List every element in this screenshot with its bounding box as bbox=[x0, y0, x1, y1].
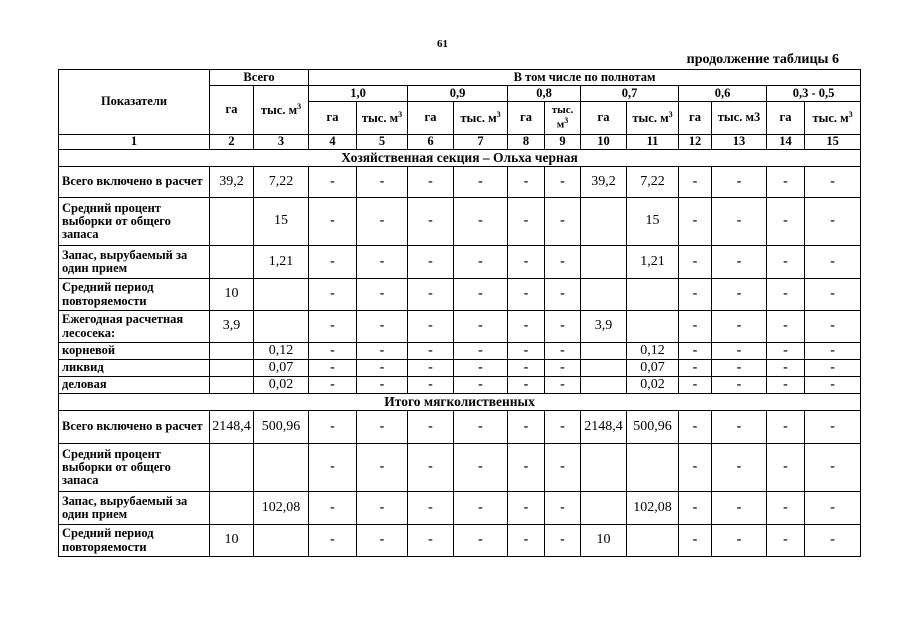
column-number: 1 bbox=[59, 135, 210, 150]
empty-dash-cell: - bbox=[805, 198, 861, 246]
column-number: 11 bbox=[627, 135, 679, 150]
row-label: Запас, вырубаемый за один прием bbox=[59, 492, 210, 525]
value-cell: 0,02 bbox=[627, 377, 679, 394]
empty-dash-cell: - bbox=[357, 444, 408, 492]
header-thous: тыс. $м^3$ bbox=[454, 102, 508, 135]
empty-dash-cell: - bbox=[767, 492, 805, 525]
value-cell bbox=[581, 492, 627, 525]
value-cell: 2148,4 bbox=[581, 411, 627, 444]
section-title: Хозяйственная секция – Ольха черная bbox=[59, 150, 861, 167]
value-cell bbox=[254, 279, 309, 311]
empty-dash-cell: - bbox=[767, 246, 805, 279]
table-row bbox=[59, 246, 861, 279]
empty-dash-cell: - bbox=[309, 444, 357, 492]
empty-dash-cell: - bbox=[545, 492, 581, 525]
header-density-4: 0,7 bbox=[581, 86, 679, 102]
header-ha: га bbox=[581, 102, 627, 135]
empty-dash-cell: - bbox=[712, 246, 767, 279]
data-table bbox=[58, 69, 861, 557]
column-number: 2 bbox=[210, 135, 254, 150]
empty-dash-cell: - bbox=[712, 198, 767, 246]
empty-dash-cell: - bbox=[679, 492, 712, 525]
empty-dash-cell: - bbox=[454, 492, 508, 525]
value-cell bbox=[210, 343, 254, 360]
empty-dash-cell: - bbox=[357, 411, 408, 444]
page-number: 61 bbox=[437, 38, 448, 50]
column-number: 9 bbox=[545, 135, 581, 150]
empty-dash-cell: - bbox=[712, 444, 767, 492]
value-cell: 500,96 bbox=[627, 411, 679, 444]
empty-dash-cell: - bbox=[357, 492, 408, 525]
empty-dash-cell: - bbox=[545, 444, 581, 492]
empty-dash-cell: - bbox=[357, 525, 408, 557]
empty-dash-cell: - bbox=[408, 377, 454, 394]
empty-dash-cell: - bbox=[508, 411, 545, 444]
value-cell bbox=[627, 444, 679, 492]
table-row bbox=[59, 525, 861, 557]
empty-dash-cell: - bbox=[545, 360, 581, 377]
empty-dash-cell: - bbox=[454, 198, 508, 246]
empty-dash-cell: - bbox=[357, 311, 408, 343]
row-label: Всего включено в расчет bbox=[59, 411, 210, 444]
empty-dash-cell: - bbox=[545, 411, 581, 444]
empty-dash-cell: - bbox=[767, 167, 805, 198]
value-cell bbox=[210, 360, 254, 377]
table-row bbox=[59, 377, 861, 394]
header-ha: га bbox=[767, 102, 805, 135]
row-label: корневой bbox=[59, 343, 210, 360]
value-cell: 0,12 bbox=[627, 343, 679, 360]
value-cell: 102,08 bbox=[254, 492, 309, 525]
column-number: 7 bbox=[454, 135, 508, 150]
empty-dash-cell: - bbox=[805, 377, 861, 394]
row-label: Средний период повторяемости bbox=[59, 279, 210, 311]
column-number: 13 bbox=[712, 135, 767, 150]
value-cell: 7,22 bbox=[254, 167, 309, 198]
empty-dash-cell: - bbox=[454, 377, 508, 394]
value-cell bbox=[210, 444, 254, 492]
header-thous: тыс. $м^3$ bbox=[357, 102, 408, 135]
header-ha: га bbox=[408, 102, 454, 135]
table-row bbox=[59, 343, 861, 360]
empty-dash-cell: - bbox=[408, 246, 454, 279]
empty-dash-cell: - bbox=[679, 444, 712, 492]
header-density-2: 0,9 bbox=[408, 86, 508, 102]
empty-dash-cell: - bbox=[679, 279, 712, 311]
empty-dash-cell: - bbox=[805, 492, 861, 525]
value-cell bbox=[581, 444, 627, 492]
table-row bbox=[59, 311, 861, 343]
empty-dash-cell: - bbox=[309, 492, 357, 525]
empty-dash-cell: - bbox=[508, 311, 545, 343]
empty-dash-cell: - bbox=[508, 360, 545, 377]
empty-dash-cell: - bbox=[805, 444, 861, 492]
empty-dash-cell: - bbox=[508, 525, 545, 557]
value-cell bbox=[210, 492, 254, 525]
header-density-5: 0,6 bbox=[679, 86, 767, 102]
table-row bbox=[59, 492, 861, 525]
empty-dash-cell: - bbox=[767, 311, 805, 343]
value-cell: 1,21 bbox=[254, 246, 309, 279]
empty-dash-cell: - bbox=[679, 246, 712, 279]
empty-dash-cell: - bbox=[679, 360, 712, 377]
empty-dash-cell: - bbox=[712, 279, 767, 311]
header-density-3: 0,8 bbox=[508, 86, 581, 102]
header-ha: га bbox=[508, 102, 545, 135]
value-cell: 15 bbox=[627, 198, 679, 246]
table-row bbox=[59, 444, 861, 492]
column-number: 6 bbox=[408, 135, 454, 150]
empty-dash-cell: - bbox=[508, 377, 545, 394]
empty-dash-cell: - bbox=[309, 279, 357, 311]
value-cell: 0,02 bbox=[254, 377, 309, 394]
empty-dash-cell: - bbox=[545, 525, 581, 557]
empty-dash-cell: - bbox=[309, 360, 357, 377]
empty-dash-cell: - bbox=[357, 377, 408, 394]
column-number: 14 bbox=[767, 135, 805, 150]
column-number: 3 bbox=[254, 135, 309, 150]
column-number: 10 bbox=[581, 135, 627, 150]
row-label: Средний процент выборки от общего запаса bbox=[59, 444, 210, 492]
empty-dash-cell: - bbox=[357, 167, 408, 198]
column-number: 5 bbox=[357, 135, 408, 150]
table-row bbox=[59, 279, 861, 311]
header-indicators: Показатели bbox=[59, 70, 210, 135]
empty-dash-cell: - bbox=[408, 311, 454, 343]
value-cell: 0,12 bbox=[254, 343, 309, 360]
empty-dash-cell: - bbox=[712, 411, 767, 444]
empty-dash-cell: - bbox=[408, 444, 454, 492]
header-thous: тыс. $м^3$ bbox=[545, 102, 581, 135]
empty-dash-cell: - bbox=[767, 525, 805, 557]
empty-dash-cell: - bbox=[767, 279, 805, 311]
row-label: Всего включено в расчет bbox=[59, 167, 210, 198]
empty-dash-cell: - bbox=[408, 411, 454, 444]
empty-dash-cell: - bbox=[309, 246, 357, 279]
empty-dash-cell: - bbox=[767, 444, 805, 492]
value-cell: 3,9 bbox=[581, 311, 627, 343]
empty-dash-cell: - bbox=[309, 167, 357, 198]
value-cell: 10 bbox=[210, 279, 254, 311]
value-cell: 2148,4 bbox=[210, 411, 254, 444]
value-cell bbox=[627, 525, 679, 557]
value-cell: 10 bbox=[581, 525, 627, 557]
value-cell: 0,07 bbox=[627, 360, 679, 377]
empty-dash-cell: - bbox=[454, 279, 508, 311]
header-ha: га bbox=[679, 102, 712, 135]
empty-dash-cell: - bbox=[805, 411, 861, 444]
row-label: ликвид bbox=[59, 360, 210, 377]
value-cell bbox=[254, 525, 309, 557]
header-total-ha: га bbox=[210, 86, 254, 135]
column-number: 4 bbox=[309, 135, 357, 150]
empty-dash-cell: - bbox=[805, 279, 861, 311]
empty-dash-cell: - bbox=[454, 343, 508, 360]
header-density-6: 0,3 - 0,5 bbox=[767, 86, 861, 102]
row-label: Запас, вырубаемый за один прием bbox=[59, 246, 210, 279]
empty-dash-cell: - bbox=[805, 311, 861, 343]
empty-dash-cell: - bbox=[408, 360, 454, 377]
empty-dash-cell: - bbox=[309, 311, 357, 343]
table-row bbox=[59, 167, 861, 198]
empty-dash-cell: - bbox=[712, 377, 767, 394]
section-title: Итого мягколиственных bbox=[59, 394, 861, 411]
empty-dash-cell: - bbox=[309, 525, 357, 557]
value-cell bbox=[254, 311, 309, 343]
table-continuation-caption: продолжение таблицы 6 bbox=[686, 52, 839, 67]
empty-dash-cell: - bbox=[454, 444, 508, 492]
empty-dash-cell: - bbox=[508, 167, 545, 198]
value-cell bbox=[581, 360, 627, 377]
empty-dash-cell: - bbox=[679, 311, 712, 343]
empty-dash-cell: - bbox=[508, 246, 545, 279]
column-numbers-row bbox=[59, 135, 861, 150]
empty-dash-cell: - bbox=[357, 198, 408, 246]
value-cell bbox=[581, 198, 627, 246]
empty-dash-cell: - bbox=[309, 377, 357, 394]
header-thous: тыс. $м^3$ bbox=[627, 102, 679, 135]
empty-dash-cell: - bbox=[454, 311, 508, 343]
row-label: Ежегодная расчетная лесосека: bbox=[59, 311, 210, 343]
value-cell bbox=[581, 279, 627, 311]
value-cell: 39,2 bbox=[581, 167, 627, 198]
value-cell: 0,07 bbox=[254, 360, 309, 377]
value-cell bbox=[210, 198, 254, 246]
empty-dash-cell: - bbox=[679, 167, 712, 198]
header-by-density: В том числе по полнотам bbox=[309, 70, 861, 86]
empty-dash-cell: - bbox=[712, 343, 767, 360]
empty-dash-cell: - bbox=[508, 279, 545, 311]
empty-dash-cell: - bbox=[767, 360, 805, 377]
empty-dash-cell: - bbox=[712, 167, 767, 198]
empty-dash-cell: - bbox=[679, 377, 712, 394]
value-cell bbox=[627, 279, 679, 311]
value-cell bbox=[210, 377, 254, 394]
value-cell: 7,22 bbox=[627, 167, 679, 198]
empty-dash-cell: - bbox=[357, 360, 408, 377]
empty-dash-cell: - bbox=[545, 198, 581, 246]
empty-dash-cell: - bbox=[545, 343, 581, 360]
header-thous: тыс. $м^3$ bbox=[805, 102, 861, 135]
empty-dash-cell: - bbox=[767, 198, 805, 246]
empty-dash-cell: - bbox=[454, 411, 508, 444]
empty-dash-cell: - bbox=[454, 246, 508, 279]
value-cell: 102,08 bbox=[627, 492, 679, 525]
empty-dash-cell: - bbox=[508, 343, 545, 360]
empty-dash-cell: - bbox=[408, 343, 454, 360]
empty-dash-cell: - bbox=[767, 411, 805, 444]
empty-dash-cell: - bbox=[408, 492, 454, 525]
column-number: 8 bbox=[508, 135, 545, 150]
value-cell: 3,9 bbox=[210, 311, 254, 343]
empty-dash-cell: - bbox=[309, 411, 357, 444]
value-cell bbox=[254, 444, 309, 492]
value-cell: 1,21 bbox=[627, 246, 679, 279]
empty-dash-cell: - bbox=[712, 492, 767, 525]
empty-dash-cell: - bbox=[508, 492, 545, 525]
table-row bbox=[59, 360, 861, 377]
empty-dash-cell: - bbox=[408, 167, 454, 198]
empty-dash-cell: - bbox=[679, 343, 712, 360]
header-thous: тыс. м3 bbox=[712, 102, 767, 135]
value-cell bbox=[627, 311, 679, 343]
empty-dash-cell: - bbox=[805, 525, 861, 557]
table-row bbox=[59, 411, 861, 444]
empty-dash-cell: - bbox=[805, 343, 861, 360]
value-cell: 15 bbox=[254, 198, 309, 246]
empty-dash-cell: - bbox=[712, 525, 767, 557]
row-label: деловая bbox=[59, 377, 210, 394]
empty-dash-cell: - bbox=[545, 167, 581, 198]
empty-dash-cell: - bbox=[408, 279, 454, 311]
empty-dash-cell: - bbox=[767, 377, 805, 394]
value-cell bbox=[581, 343, 627, 360]
column-number: 12 bbox=[679, 135, 712, 150]
empty-dash-cell: - bbox=[508, 198, 545, 246]
empty-dash-cell: - bbox=[454, 360, 508, 377]
empty-dash-cell: - bbox=[545, 279, 581, 311]
empty-dash-cell: - bbox=[508, 444, 545, 492]
empty-dash-cell: - bbox=[309, 343, 357, 360]
empty-dash-cell: - bbox=[805, 246, 861, 279]
empty-dash-cell: - bbox=[545, 246, 581, 279]
value-cell: 500,96 bbox=[254, 411, 309, 444]
value-cell bbox=[581, 246, 627, 279]
empty-dash-cell: - bbox=[408, 198, 454, 246]
header-density-1: 1,0 bbox=[309, 86, 408, 102]
empty-dash-cell: - bbox=[767, 343, 805, 360]
header-ha: га bbox=[309, 102, 357, 135]
empty-dash-cell: - bbox=[357, 343, 408, 360]
empty-dash-cell: - bbox=[357, 279, 408, 311]
table-row bbox=[59, 198, 861, 246]
empty-dash-cell: - bbox=[545, 377, 581, 394]
value-cell bbox=[210, 246, 254, 279]
empty-dash-cell: - bbox=[309, 198, 357, 246]
value-cell bbox=[581, 377, 627, 394]
column-number: 15 bbox=[805, 135, 861, 150]
empty-dash-cell: - bbox=[712, 360, 767, 377]
empty-dash-cell: - bbox=[408, 525, 454, 557]
row-label: Средний период повторяемости bbox=[59, 525, 210, 557]
empty-dash-cell: - bbox=[805, 360, 861, 377]
empty-dash-cell: - bbox=[679, 411, 712, 444]
empty-dash-cell: - bbox=[454, 167, 508, 198]
value-cell: 10 bbox=[210, 525, 254, 557]
empty-dash-cell: - bbox=[357, 246, 408, 279]
value-cell: 39,2 bbox=[210, 167, 254, 198]
empty-dash-cell: - bbox=[805, 167, 861, 198]
empty-dash-cell: - bbox=[679, 525, 712, 557]
empty-dash-cell: - bbox=[454, 525, 508, 557]
empty-dash-cell: - bbox=[712, 311, 767, 343]
row-label: Средний процент выборки от общего запаса bbox=[59, 198, 210, 246]
header-total-thous: тыс. $м^3$ bbox=[254, 86, 309, 135]
empty-dash-cell: - bbox=[545, 311, 581, 343]
empty-dash-cell: - bbox=[679, 198, 712, 246]
header-total: Всего bbox=[210, 70, 309, 86]
